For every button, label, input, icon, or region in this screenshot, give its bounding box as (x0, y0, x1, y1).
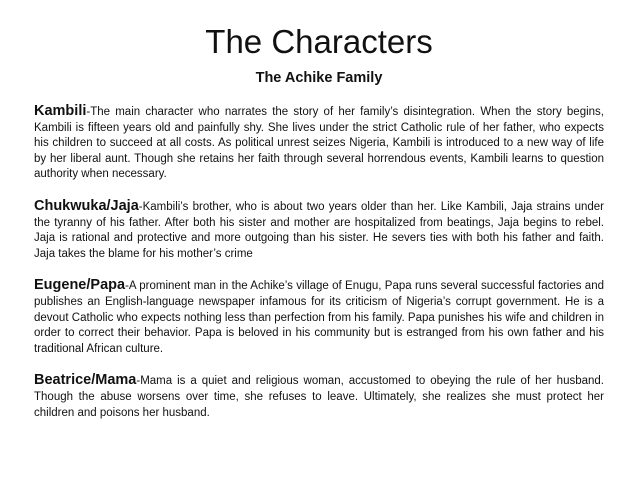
character-description: -A prominent man in the Achike’s village of Enugu, Papa runs several successful factories and publishes an English-language newspaper infamous for its criticism of Nigeria’s corrupt government. He is a devout Catholic who expects nothing less than perfection from his family. Papa punishes his wife and children in order to correct their behavior. Papa is beloved in his community but is estranged from his own father and his traditional African culture. (34, 280, 604, 355)
character-name: Eugene/Papa (34, 277, 126, 294)
character-papa (34, 278, 604, 357)
character-kambili (34, 104, 604, 183)
character-name: Chukwuka/Jaja (34, 197, 139, 214)
character-description: -Mama is a quiet and religious woman, accustomed to obeying the rule of her husband. Though the abuse worsens over time, she refuses to leave. Ultimately, she realizes she must protect her children and poisons her husband. (34, 375, 604, 419)
character-list (34, 104, 604, 437)
character-name: Beatrice/Mama (34, 372, 137, 389)
character-jaja (34, 199, 604, 262)
character-mama (34, 373, 604, 421)
character-description: -The main character who narrates the story of her family’s disintegration. When the story begins, Kambili is fifteen years old and painfully shy. She lives under the strict Catholic rule of her father, who expects his children to succeed at all costs. As political unrest seizes Nigeria, Kambili is introduced to a new way of life by her liberal aunt. Though she retains her faith through several horrendous events, Kambili learns to question authority when necessary. (34, 106, 604, 181)
slide-title: The Characters (205, 23, 433, 60)
slide-subtitle: The Achike Family (255, 70, 383, 86)
character-name: Kambili (34, 103, 87, 119)
character-description: -Kambili’s brother, who is about two years older than her. Like Kambili, Jaja strains under the tyranny of his father. After both his sister and mother are hospitalized from beatings, Jaja begins to rebel. Jaja is rational and protective and more outgoing than his sister. He severs ties with both his father and faith. Jaja takes the blame for his mother’s crime (34, 200, 604, 260)
